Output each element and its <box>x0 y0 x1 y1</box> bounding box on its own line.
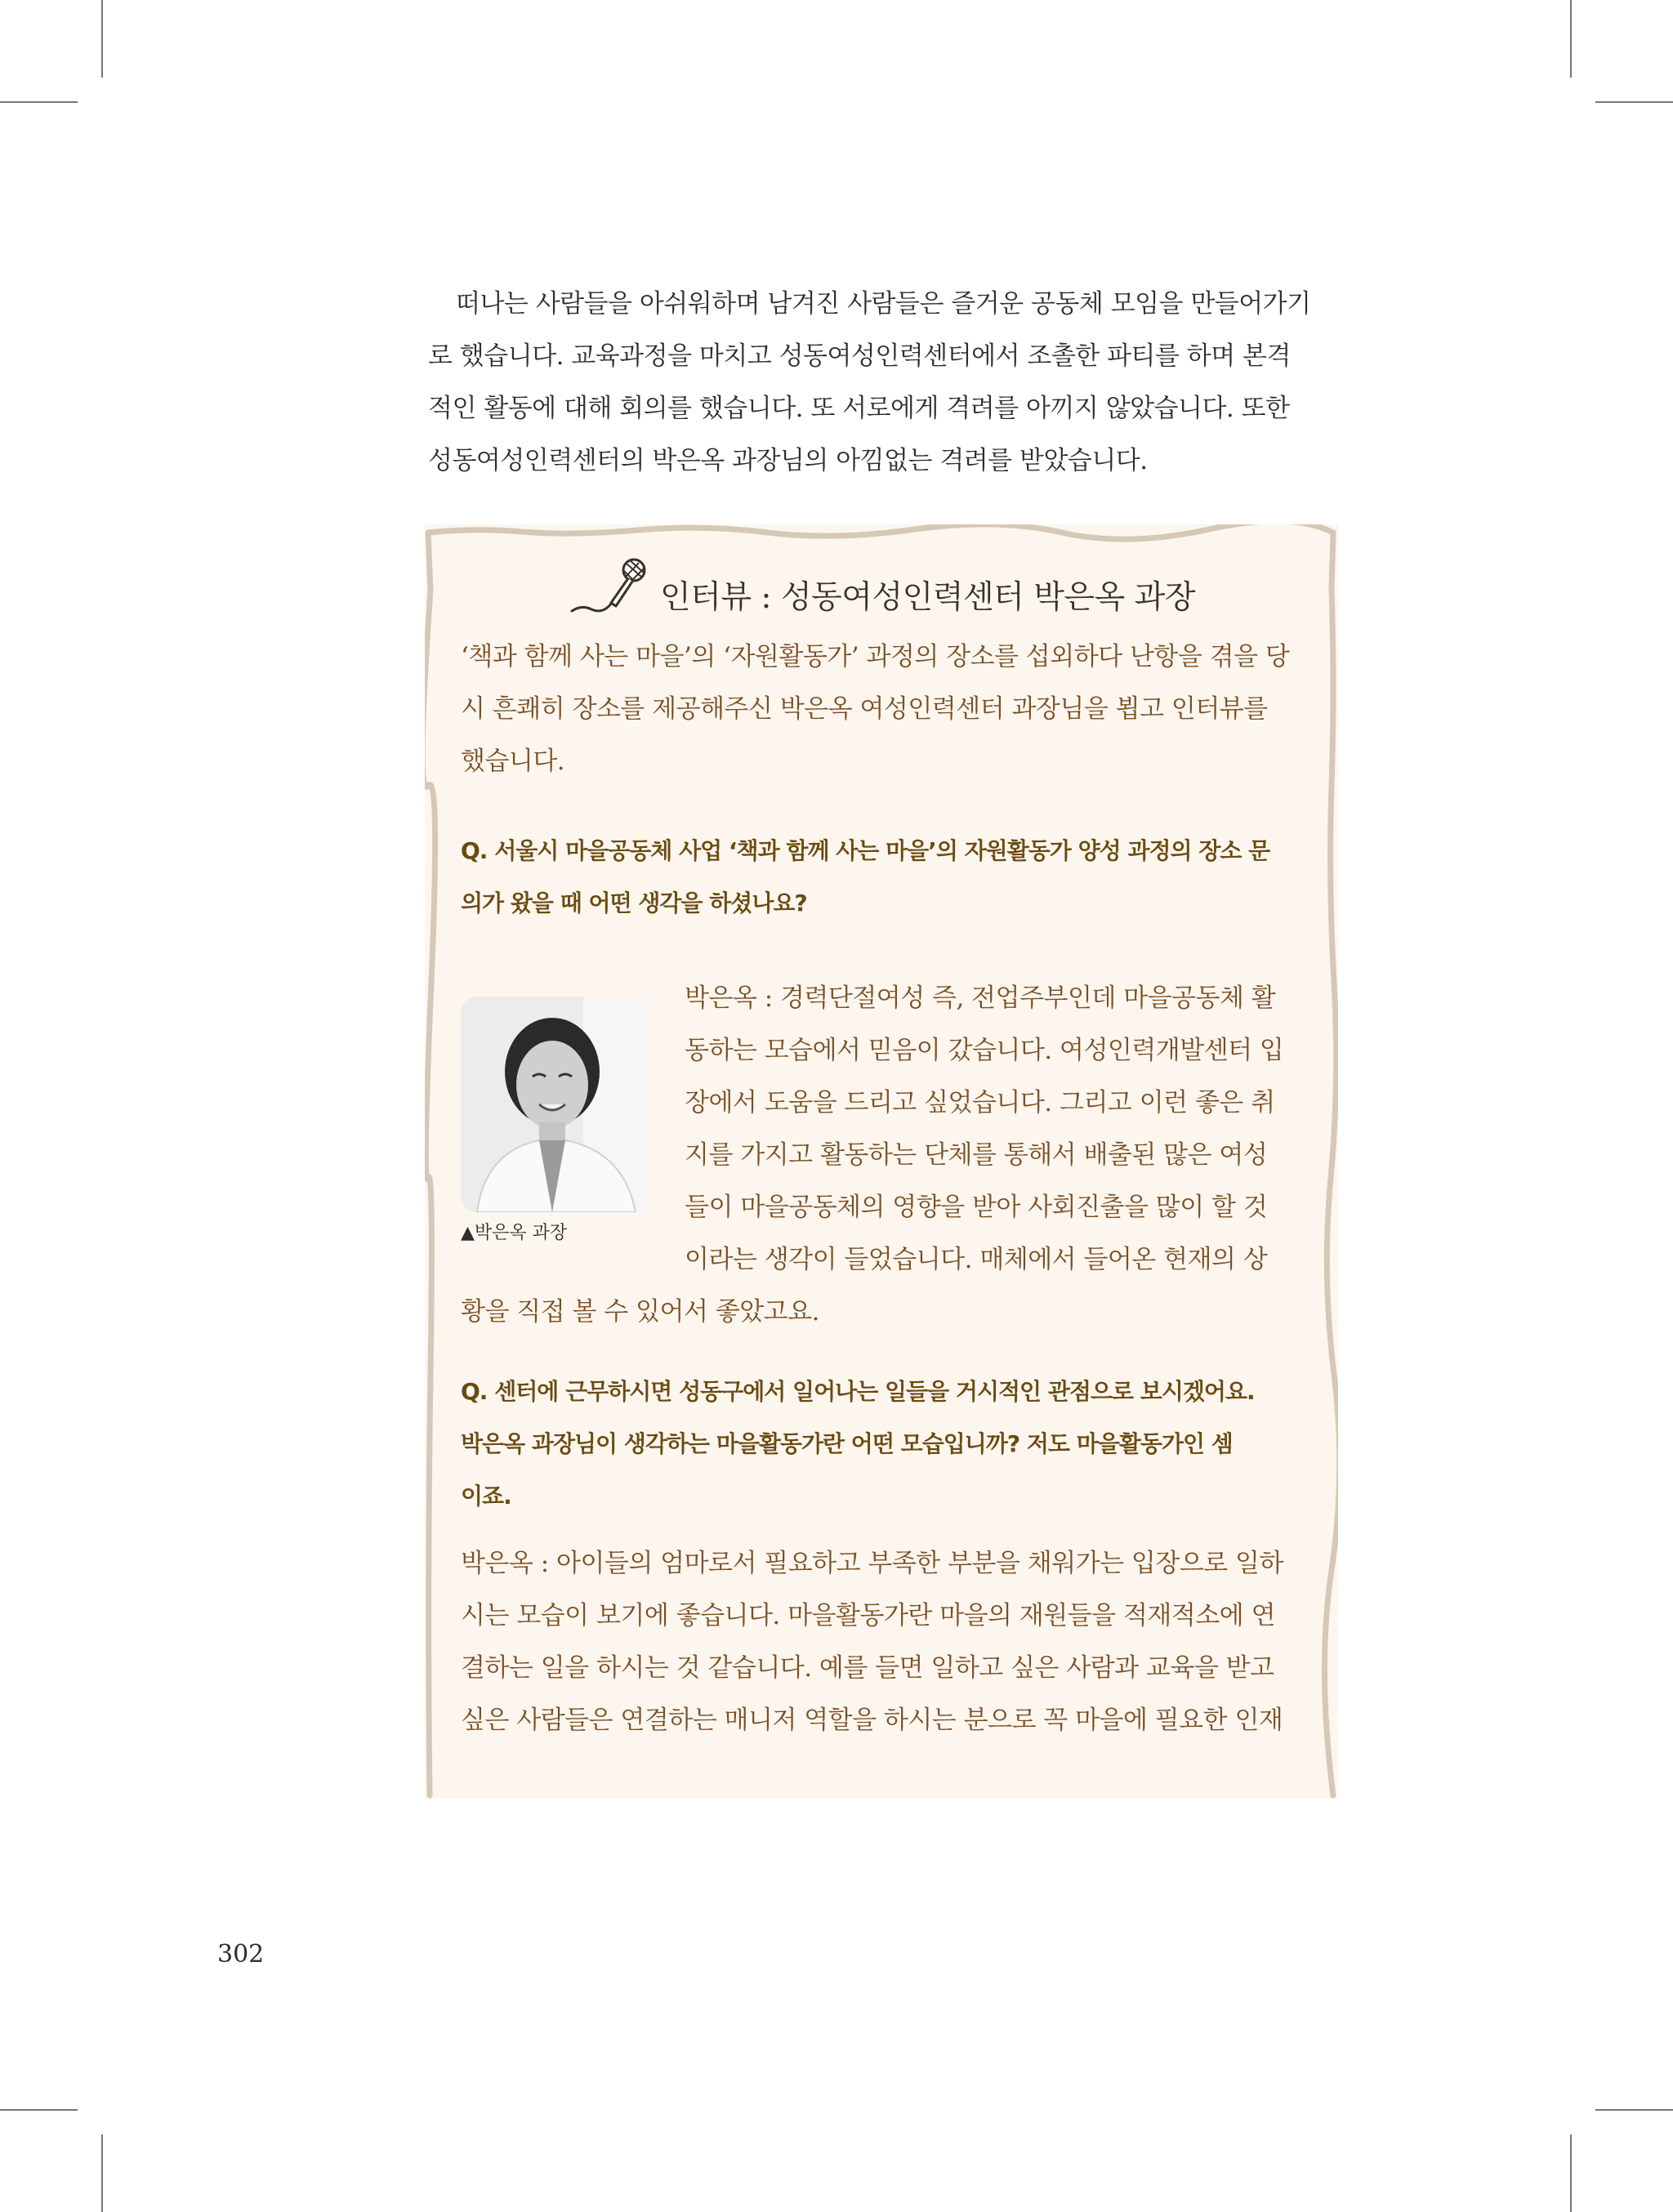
interview-intro-line: 했습니다. <box>461 747 565 776</box>
question-line: 이죠. <box>461 1483 511 1510</box>
intro-line: 적인 활동에 대해 회의를 했습니다. 또 서로에게 격려를 아끼지 않았습니다. 또한 <box>428 394 1290 423</box>
interview-intro <box>461 631 1307 787</box>
interviewee-portrait-image <box>461 997 650 1212</box>
answer-1 <box>685 972 1307 1286</box>
answer-line: 이라는 생각이 들었습니다. 매체에서 들어온 현재의 상 <box>685 1245 1268 1274</box>
interview-intro-line: ‘책과 함께 사는 마을’의 ‘자원활동가’ 과정의 장소를 섭외하다 난항을 겪을 당 <box>461 642 1290 671</box>
interview-title-row <box>564 557 1234 622</box>
interview-intro-line: 시 흔쾌히 장소를 제공해주신 박은옥 여성인력센터 과장님을 뵙고 인터뷰를 <box>461 694 1268 724</box>
question-1 <box>461 825 1307 930</box>
microphone-icon <box>564 557 654 622</box>
answer-line: 싶은 사람들은 연결하는 매니저 역할을 하시는 분으로 꼭 마을에 필요한 인재 <box>461 1706 1283 1735</box>
page-number: 302 <box>217 1940 265 1969</box>
question-line: Q. 센터에 근무하시면 성동구에서 일어나는 일들을 거시적인 관점으로 보시겠어요. <box>461 1378 1255 1405</box>
answer-1-tail: 황을 직접 볼 수 있어서 좋았고요. <box>461 1297 819 1327</box>
interview-box <box>425 524 1338 1799</box>
crop-mark-bottom-right-horizontal <box>1595 2109 1673 2111</box>
answer-line: 장에서 도움을 드리고 싶었습니다. 그리고 이런 좋은 취 <box>685 1088 1275 1117</box>
crop-mark-top-right-horizontal <box>1595 101 1673 103</box>
question-line: 박은옥 과장님이 생각하는 마을활동가란 어떤 모습입니까? 저도 마을활동가인 셈 <box>461 1430 1233 1457</box>
answer-line: 박은옥 : 경력단절여성 즉, 전업주부인데 마을공동체 활 <box>685 983 1276 1013</box>
photo-caption: ▲박은옥 과장 <box>461 1223 568 1243</box>
crop-mark-bottom-left-vertical <box>101 2134 103 2212</box>
answer-line: 동하는 모습에서 믿음이 갔습니다. 여성인력개발센터 입 <box>685 1036 1284 1065</box>
crop-mark-bottom-right-vertical <box>1570 2134 1572 2212</box>
crop-mark-top-left-horizontal <box>0 101 78 103</box>
intro-line: 로 했습니다. 교육과정을 마치고 성동여성인력센터에서 조촐한 파티를 하며 본격 <box>428 341 1291 371</box>
answer-2 <box>461 1537 1307 1746</box>
question-line: 의가 왔을 때 어떤 생각을 하셨나요? <box>461 890 807 916</box>
crop-mark-bottom-left-horizontal <box>0 2109 78 2111</box>
question-2 <box>461 1366 1307 1523</box>
answer-line: 시는 모습이 보기에 좋습니다. 마을활동가란 마을의 재원들을 적재적소에 연 <box>461 1601 1276 1630</box>
answer-line: 들이 마을공동체의 영향을 받아 사회진출을 많이 할 것 <box>685 1193 1268 1222</box>
interview-title: 인터뷰 : 성동여성인력센터 박은옥 과장 <box>660 579 1196 616</box>
intro-paragraph <box>428 278 1330 487</box>
question-line: Q. 서울시 마을공동체 사업 ‘책과 함께 사는 마을’의 자원활동가 양성 과정의 장소 문 <box>461 837 1270 864</box>
answer-line: 박은옥 : 아이들의 엄마로서 필요하고 부족한 부분을 채워가는 입장으로 일하 <box>461 1549 1283 1578</box>
intro-line: 떠나는 사람들을 아쉬워하며 남겨진 사람들은 즐거운 공동체 모임을 만들어가기 <box>456 289 1311 319</box>
crop-mark-top-right-vertical <box>1570 0 1572 78</box>
crop-mark-top-left-vertical <box>101 0 103 78</box>
interviewee-photo <box>461 997 650 1212</box>
answer-line: 지를 가지고 활동하는 단체를 통해서 배출된 많은 여성 <box>685 1140 1268 1170</box>
intro-line: 성동여성인력센터의 박은옥 과장님의 아낌없는 격려를 받았습니다. <box>428 446 1148 475</box>
answer-line: 결하는 일을 하시는 것 같습니다. 예를 들면 일하고 싶은 사람과 교육을 받고 <box>461 1653 1274 1683</box>
